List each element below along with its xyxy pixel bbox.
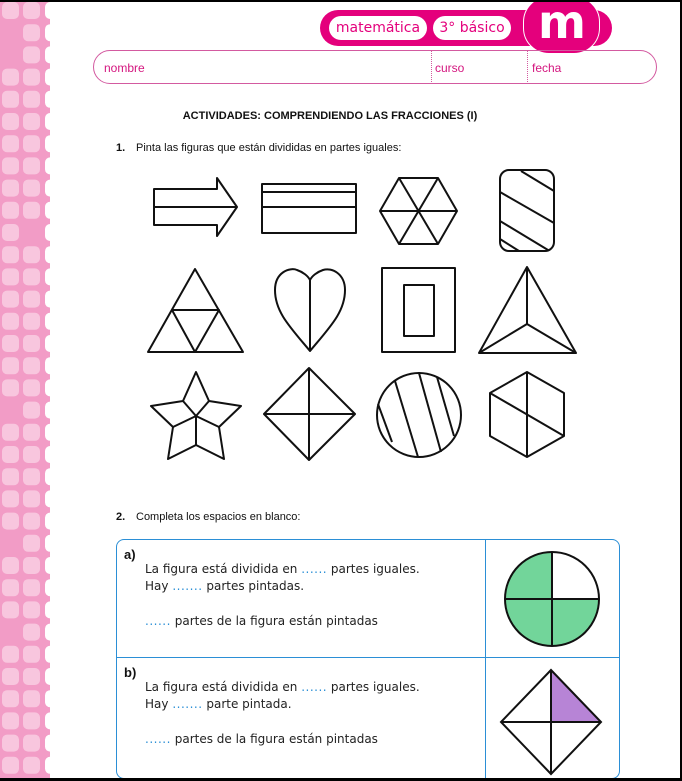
table-row-a	[117, 540, 619, 658]
text: partes iguales.	[330, 562, 420, 576]
line-fraction	[145, 614, 378, 628]
blank-total-parts[interactable]: ......	[301, 562, 328, 576]
student-info-box	[93, 50, 657, 84]
text: partes de la figura están pintadas	[174, 614, 378, 628]
worksheet-page	[0, 2, 680, 778]
triangle-three-parts-shape[interactable]	[479, 267, 576, 353]
rectangle-shape[interactable]	[262, 184, 356, 233]
subject-badge: matemática	[329, 16, 427, 40]
text: Hay	[145, 579, 169, 593]
blank-fraction[interactable]: ......	[145, 732, 171, 746]
arrow-shape[interactable]	[154, 178, 237, 236]
question-number: 2.	[116, 511, 126, 523]
triangle-four-parts-shape[interactable]	[148, 269, 243, 352]
square-frame-shape[interactable]	[382, 268, 455, 352]
question-prompt: Pinta las figuras que están divididas en partes iguales:	[136, 142, 402, 154]
logo: m	[523, 2, 600, 54]
text: partes pintadas.	[206, 579, 305, 593]
blank-shaded-parts[interactable]: .......	[172, 697, 203, 711]
star-shape[interactable]	[151, 372, 241, 459]
line-parts-total	[145, 562, 420, 576]
text: Hay	[145, 697, 169, 711]
blank-shaded-parts[interactable]: .......	[172, 579, 203, 593]
rounded-rectangle-striped-shape[interactable]	[500, 170, 554, 251]
rhombus-shape[interactable]	[264, 368, 355, 460]
rhombus-quarters-figure	[497, 662, 607, 776]
line-parts-shaded	[145, 697, 292, 711]
circle-striped-shape[interactable]	[377, 373, 461, 457]
text: La figura está dividida en	[145, 562, 298, 576]
worksheet-title: ACTIVIDADES: COMPRENDIENDO LAS FRACCIONES (I)	[182, 110, 478, 122]
fill-in-table	[116, 539, 620, 778]
text: parte pintada.	[206, 697, 292, 711]
text: La figura está dividida en	[145, 680, 298, 694]
line-fraction	[145, 732, 378, 746]
question-prompt: Completa los espacios en blanco:	[136, 511, 301, 523]
item-letter: b)	[124, 665, 137, 680]
text: partes de la figura están pintadas	[174, 732, 378, 746]
blank-fraction[interactable]: ......	[145, 614, 171, 628]
divider	[431, 51, 432, 84]
line-parts-shaded	[145, 579, 304, 593]
date-field[interactable]: fecha	[532, 61, 562, 75]
hexagon-six-parts-shape[interactable]	[380, 178, 457, 244]
name-field[interactable]: nombre	[104, 61, 145, 75]
text: partes iguales.	[330, 680, 420, 694]
line-parts-total	[145, 680, 420, 694]
question-number: 1.	[116, 142, 126, 154]
course-field[interactable]: curso	[435, 61, 465, 75]
blank-total-parts[interactable]: ......	[301, 680, 328, 694]
table-row-b	[117, 658, 619, 778]
question-1	[116, 142, 401, 154]
hexagon-uneven-shape[interactable]	[490, 372, 564, 457]
item-letter: a)	[124, 547, 136, 562]
heart-shape[interactable]	[275, 269, 345, 351]
divider	[527, 51, 528, 84]
grade-badge: 3° básico	[433, 16, 511, 40]
circle-quarters-figure	[497, 544, 607, 654]
question-2	[116, 511, 300, 523]
